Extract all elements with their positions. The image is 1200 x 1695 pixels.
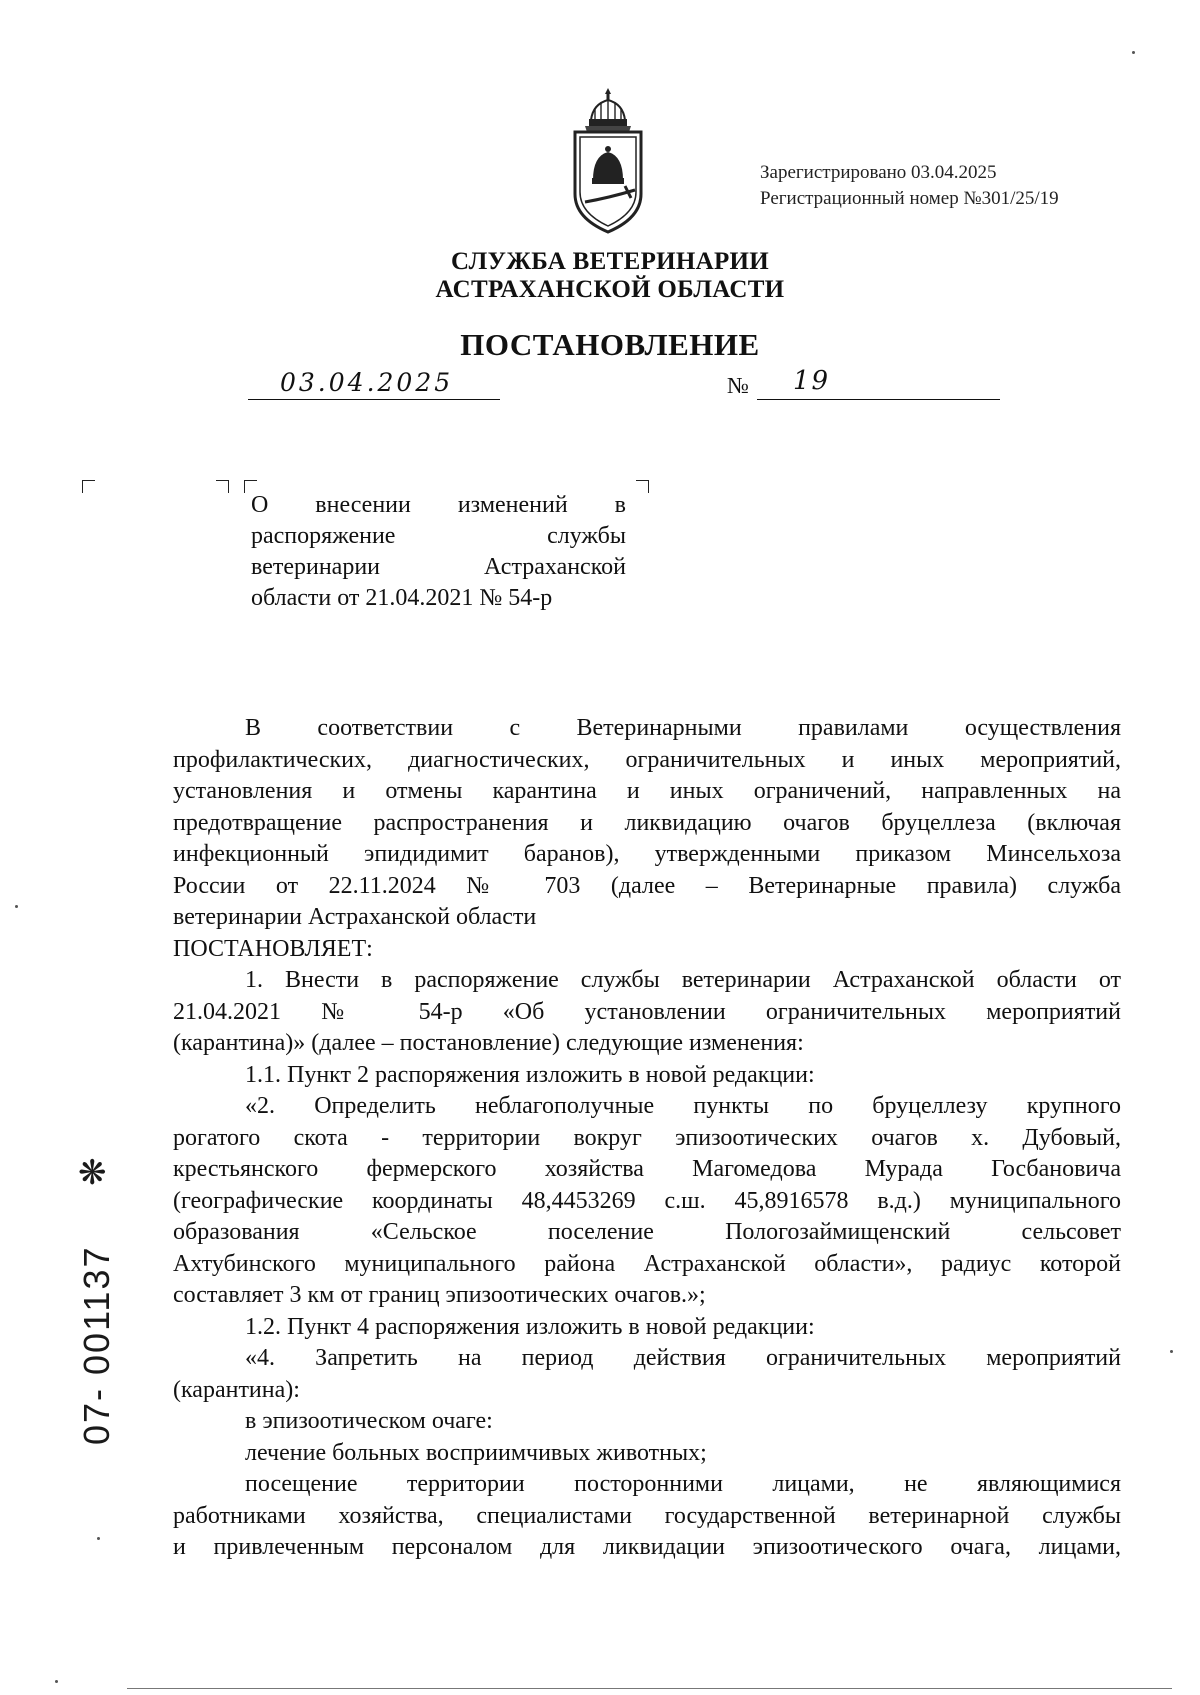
scan-speck bbox=[1170, 1350, 1173, 1353]
body-line: в эпизоотическом очаге: bbox=[245, 1408, 493, 1434]
body-line: «2. Определить неблагополучные пункты по бруцеллезу крупного bbox=[245, 1093, 1121, 1119]
scan-speck bbox=[97, 1537, 100, 1540]
body-line: работниками хозяйства, специалистами государственной ветеринарной службы bbox=[173, 1502, 1121, 1529]
body-line: (карантина)» (далее – постановление) следующие изменения: bbox=[173, 1030, 804, 1056]
organization-name-line1: СЛУЖБА ВЕТЕРИНАРИИ bbox=[450, 248, 770, 275]
registration-number: Регистрационный номер №301/25/19 bbox=[760, 188, 1059, 209]
body-line: России от 22.11.2024 № 703 (далее – Ветеринарные правила) служба bbox=[173, 872, 1121, 899]
body-line: образования «Сельское поселение Пологозаймищенский сельсовет bbox=[173, 1219, 1121, 1245]
body-line: установления и отмены карантина и иных ограничений, направленных на bbox=[173, 778, 1121, 804]
scan-speck bbox=[1132, 51, 1135, 54]
body-line: Ахтубинского муниципального района Астраханской области», радиус которой bbox=[173, 1250, 1121, 1277]
subject-line: ветеринарии Астраханской bbox=[251, 554, 626, 580]
body-line: 21.04.2021 № 54-р «Об установлении ограничительных мероприятий bbox=[173, 998, 1121, 1025]
body-line: 1.1. Пункт 2 распоряжения изложить в новой редакции: bbox=[245, 1061, 815, 1088]
registration-stamp bbox=[760, 160, 1059, 212]
date-underline bbox=[248, 399, 500, 400]
subject-line: О внесении изменений в bbox=[251, 492, 626, 518]
body-line: рогатого скота - территории вокруг эпизоотических очагов х. Дубовый, bbox=[173, 1124, 1121, 1151]
body-line: и привлеченным персоналом для ликвидации эпизоотического очага, лицами, bbox=[173, 1534, 1121, 1560]
body-line: 1. Внести в распоряжение службы ветеринарии Астраханской области от bbox=[245, 967, 1121, 993]
corner-mark bbox=[216, 480, 229, 493]
body-line: (географические координаты 48,4453269 с.ш. 45,8916578 в.д.) муниципального bbox=[173, 1187, 1121, 1214]
corner-mark bbox=[82, 480, 95, 493]
body-line: ветеринарии Астраханской области bbox=[173, 904, 537, 930]
number-underline bbox=[757, 399, 1000, 400]
document-body bbox=[173, 713, 1121, 1564]
body-line: В соответствии с Ветеринарными правилами осуществления bbox=[245, 715, 1121, 741]
organization-name-line2: АСТРАХАНСКОЙ ОБЛАСТИ bbox=[435, 276, 785, 303]
body-line: «4. Запретить на период действия ограничительных мероприятий bbox=[245, 1345, 1121, 1371]
body-line: инфекционный эпидидимит баранов), утвержденными приказом Минсельхоза bbox=[173, 841, 1121, 867]
side-registration-stamp bbox=[76, 1245, 116, 1445]
body-line: (карантина): bbox=[173, 1376, 300, 1403]
subject-line: области от 21.04.2021 № 54-р bbox=[251, 585, 553, 611]
document-subject bbox=[251, 490, 626, 614]
registration-date: Зарегистрировано 03.04.2025 bbox=[760, 162, 997, 183]
bottom-edge-line bbox=[127, 1688, 1172, 1689]
scan-speck bbox=[15, 905, 18, 908]
side-asterisk-mark: ❋ bbox=[78, 1155, 107, 1192]
side-stamp-text: 07- 001137 bbox=[76, 1245, 117, 1445]
body-line: профилактических, диагностических, ограничительных и иных мероприятий, bbox=[173, 746, 1121, 773]
body-line: лечение больных восприимчивых животных; bbox=[245, 1439, 707, 1466]
body-line: предотвращение распространения и ликвидацию очагов бруцеллеза (включая bbox=[173, 809, 1121, 836]
body-line: ПОСТАНОВЛЯЕТ: bbox=[173, 935, 373, 962]
corner-mark bbox=[636, 480, 649, 493]
body-line: посещение территории посторонними лицами, не являющимися bbox=[245, 1471, 1121, 1497]
coat-of-arms-emblem bbox=[565, 86, 651, 234]
number-label: № bbox=[727, 373, 749, 398]
scan-speck bbox=[55, 1680, 58, 1683]
document-date: 03.04.2025 bbox=[280, 368, 454, 397]
body-line: 1.2. Пункт 4 распоряжения изложить в новой редакции: bbox=[245, 1313, 815, 1340]
document-number: 19 bbox=[793, 366, 831, 396]
body-line: крестьянского фермерского хозяйства Магомедова Мурада Госбановича bbox=[173, 1156, 1121, 1182]
document-type-title: ПОСТАНОВЛЕНИЕ bbox=[460, 327, 760, 362]
subject-line: распоряжение службы bbox=[251, 523, 626, 549]
body-line: составляет 3 км от границ эпизоотических очагов.»; bbox=[173, 1282, 706, 1308]
